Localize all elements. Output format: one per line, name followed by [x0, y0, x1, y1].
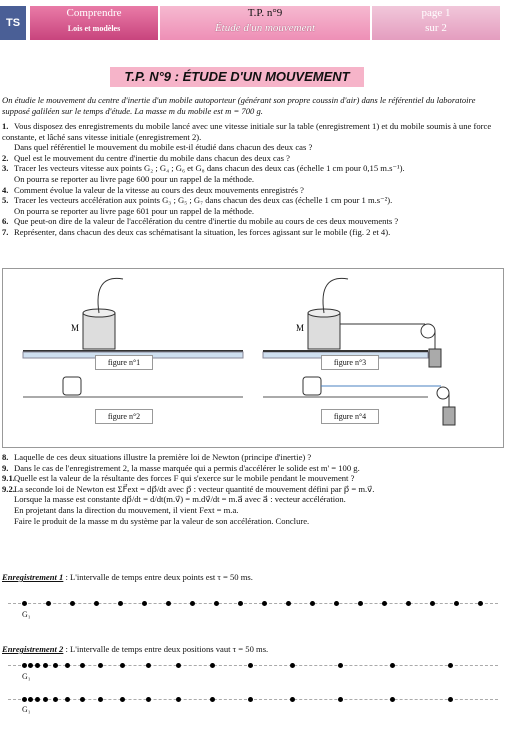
- figures-drawing: [3, 269, 503, 447]
- header-left-title: Comprendre: [66, 7, 122, 19]
- questions-item: [2, 195, 502, 206]
- pulley-fig4: [437, 387, 449, 399]
- record-dot: [70, 601, 75, 606]
- item-text: Tracer les vecteurs accélération aux points G₃ ; G₅ ; G₇ dans chacun des deux cas (échelle 1 cm pour 1 m.s⁻²).: [14, 195, 393, 206]
- recording-2-dots-b: [8, 699, 498, 710]
- record-dot: [53, 697, 58, 702]
- item-text: Comment évolue la valeur de la vitesse au cours des deux mouvements enregistrés ?: [14, 184, 304, 195]
- item-number: 2.: [2, 152, 9, 163]
- air-hose: [98, 278, 123, 313]
- record-dot: [28, 697, 33, 702]
- record-dot: [28, 663, 33, 668]
- questions-item: [2, 153, 502, 164]
- record-dot: [80, 697, 85, 702]
- record-dot: [382, 601, 387, 606]
- after-item: [2, 473, 502, 484]
- record-dot: [262, 601, 267, 606]
- record-dot: [448, 663, 453, 668]
- caption-fig2: figure n°2: [95, 409, 153, 424]
- record-dot: [22, 697, 27, 702]
- header-mid: [160, 6, 370, 40]
- record-dot: [176, 663, 181, 668]
- item-text: Représenter, dans chacun des deux cas schématisant la situation, les forces agissant sur le mobile (fig. 2 et 4).: [14, 226, 391, 237]
- after-item: [2, 505, 502, 516]
- caption-fig1: figure n°1: [95, 355, 153, 370]
- record-dot: [35, 663, 40, 668]
- after-item: [2, 452, 502, 463]
- questions-item: [2, 216, 502, 227]
- mobile-box-fig4: [303, 377, 321, 395]
- record-dot: [238, 601, 243, 606]
- record-dot: [53, 663, 58, 668]
- record-dot: [22, 601, 27, 606]
- record-dot: [98, 697, 103, 702]
- recording-1-dots: [8, 603, 498, 614]
- item-text: Tracer les vecteurs vitesse aux points G₂ ; G₄ ; G₆ et G₈ dans chacun des deux cas (échelle 1 cm pour 0,15 m.s⁻¹).: [14, 163, 405, 174]
- header-right: [372, 6, 500, 40]
- item-number: 6.: [2, 216, 9, 227]
- record-dot: [176, 697, 181, 702]
- record-dot: [146, 663, 151, 668]
- record-dot: [210, 663, 215, 668]
- record-dot: [406, 601, 411, 606]
- recording-2: [2, 644, 502, 654]
- record-dot: [80, 663, 85, 668]
- record-dot: [98, 663, 103, 668]
- questions-item: [2, 206, 502, 217]
- record-dot: [166, 601, 171, 606]
- caption-fig3: figure n°3: [321, 355, 379, 370]
- item-text: Quel est le mouvement du centre d'inertie du mobile dans chacun des deux cas ?: [14, 152, 290, 163]
- item-number: 8.: [2, 452, 9, 462]
- recording-2-g-label-b: G₁: [22, 705, 31, 714]
- item-text: Dans le cas de l'enregistrement 2, la masse marquée qui a permis d'accélérer le solide est m' = 100 g.: [14, 462, 360, 473]
- record-dot: [142, 601, 147, 606]
- recording-1-text: : L'intervalle de temps entre deux points est τ = 50 ms.: [63, 572, 253, 582]
- questions-item: [2, 185, 502, 196]
- item-text: Que peut-on dire de la valeur de l'accélération du centre d'inertie du mobile au cours de ces deux mouvements ?: [14, 216, 399, 227]
- after-item: [2, 484, 502, 495]
- page-header: [0, 2, 505, 42]
- questions-item: [2, 227, 502, 238]
- item-text: La seconde loi de Newton est ΣF⃗ext = dp⃗/dt avec p⃗ : vecteur quantité de mouvement défini par p⃗ = m.v⃗.: [14, 483, 375, 494]
- page-total: sur 2: [425, 22, 447, 34]
- item-text: Dans quel référentiel le mouvement du mobile est-il étudié dans chacun des deux cas ?: [14, 142, 313, 153]
- recording-2-dots-a: [8, 665, 498, 676]
- hanging-mass-fig4: [443, 407, 455, 425]
- item-number: 1.: [2, 121, 9, 131]
- caption-fig4: figure n°4: [321, 409, 379, 424]
- air-hose-fig3: [323, 278, 348, 313]
- item-number: 9.2.: [2, 483, 15, 494]
- record-dot: [43, 697, 48, 702]
- record-dot: [43, 663, 48, 668]
- record-dot: [248, 697, 253, 702]
- after-item: [2, 516, 502, 527]
- questions-item: [2, 163, 502, 174]
- record-dot: [310, 601, 315, 606]
- record-dot: [35, 697, 40, 702]
- mass-label-fig3: M: [296, 323, 305, 333]
- record-dot: [22, 663, 27, 668]
- page-number: page 1: [421, 7, 451, 19]
- header-mid-title: T.P. n°9: [247, 7, 283, 19]
- record-dot: [286, 601, 291, 606]
- mobile-puck: [83, 313, 115, 349]
- record-dot: [430, 601, 435, 606]
- record-dot: [94, 601, 99, 606]
- header-left: [30, 6, 158, 40]
- item-text: On pourra se reporter au livre page 600 pour un rappel de la méthode.: [14, 173, 255, 184]
- record-dot: [120, 663, 125, 668]
- record-dot: [390, 697, 395, 702]
- item-text: Laquelle de ces deux situations illustre la première loi de Newton (principe d'inertie) ?: [14, 452, 312, 462]
- record-dot: [448, 697, 453, 702]
- item-number: 7.: [2, 226, 9, 237]
- page-title: T.P. N°9 : ÉTUDE D'UN MOUVEMENT: [110, 67, 364, 87]
- hanging-mass-fig3: [429, 349, 441, 367]
- record-dot: [146, 697, 151, 702]
- item-number: 9.: [2, 462, 9, 473]
- question-list: [2, 121, 502, 238]
- recording-1-g-label: G₁: [22, 610, 31, 619]
- record-dot: [290, 697, 295, 702]
- recording-2-text: : L'intervalle de temps entre deux positions vaut τ = 50 ms.: [63, 644, 269, 654]
- questions-item: [2, 174, 502, 185]
- record-dot: [478, 601, 483, 606]
- record-dot: [65, 697, 70, 702]
- record-dot: [118, 601, 123, 606]
- item-number: 5.: [2, 195, 9, 206]
- record-dot: [338, 697, 343, 702]
- record-dot: [334, 601, 339, 606]
- item-text: Vous disposez des enregistrements du mobile lancé avec une vitesse initiale sur la table (enregistrement 1) et du mobile soumis à une force constante, et lâché sans vitesse initiale (enregistrement 2).: [2, 121, 492, 142]
- intro-text: On étudie le mouvement du centre d'inertie d'un mobile autoporteur (générant son propre coussin d'air) dans le référentiel du laboratoire supposé galiléen sur le temps d'étude. La masse m du mobile est m = 700 g.: [2, 95, 476, 116]
- record-dot: [214, 601, 219, 606]
- header-mid-sub: Étude d'un mouvement: [214, 22, 316, 34]
- mobile-box-fig2: [63, 377, 81, 395]
- mobile-puck-fig3: [308, 313, 340, 349]
- record-dot: [65, 663, 70, 668]
- item-text: On pourra se reporter au livre page 601 pour un rappel de la méthode.: [14, 205, 255, 216]
- recording-1: [2, 572, 502, 582]
- figures-panel: [2, 268, 504, 448]
- record-dot: [248, 663, 253, 668]
- record-dot: [338, 663, 343, 668]
- recording-2-g-label-a: G₁: [22, 672, 31, 681]
- item-number: 9.1.: [2, 473, 15, 484]
- item-number: 3.: [2, 163, 9, 174]
- item-number: 4.: [2, 184, 9, 195]
- item-text: En projetant dans la direction du mouvement, il vient Fext = m.a.: [14, 504, 239, 515]
- questions-item: [2, 142, 502, 153]
- after-item: [2, 463, 502, 474]
- record-dot: [358, 601, 363, 606]
- followup-questions: [2, 452, 502, 526]
- record-dot: [290, 663, 295, 668]
- header-left-sub: Lois et modèles: [67, 24, 121, 33]
- questions-item: [2, 121, 502, 142]
- mass-label-fig1: M: [71, 323, 80, 333]
- item-text: Quelle est la valeur de la résultante des forces F qui s'exerce sur le mobile pendant le mouvement ?: [14, 473, 355, 484]
- recording-2-label: Enregistrement 2: [2, 644, 64, 654]
- record-dot: [390, 663, 395, 668]
- recording-1-label: Enregistrement 1: [2, 572, 64, 582]
- record-dot: [454, 601, 459, 606]
- after-item: [2, 494, 502, 505]
- item-text: Faire le produit de la masse m du système par la valeur de son accélération. Conclure.: [14, 515, 310, 526]
- record-dot: [190, 601, 195, 606]
- record-dot: [120, 697, 125, 702]
- record-dot: [210, 697, 215, 702]
- item-text: Lorsque la masse est constante dp⃗/dt = d/dt(m.v⃗) = m.dv⃗/dt = m.a⃗ avec a⃗ : vecteur accélération.: [14, 494, 346, 505]
- pulley-fig3: [421, 324, 435, 338]
- class-badge: TS: [0, 6, 26, 40]
- record-dot: [46, 601, 51, 606]
